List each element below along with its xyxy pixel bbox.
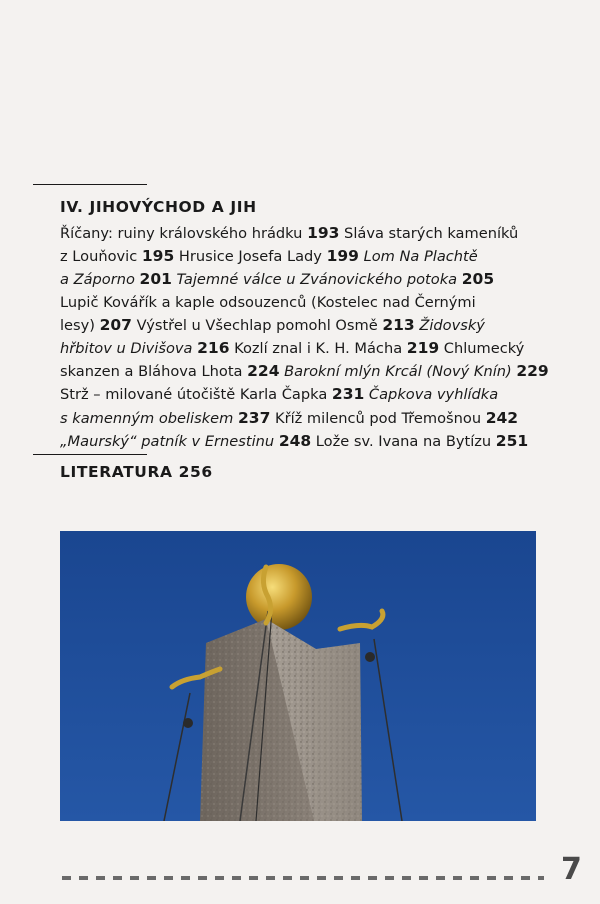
page-ref: 231 — [331, 385, 365, 404]
toc-line — [60, 337, 540, 360]
entry-text: Kříž milenců pod Třemošnou — [270, 409, 486, 427]
entry-text: Lože sv. Ivana na Bytízu — [311, 432, 496, 450]
entry-text: „Maurský“ patník v Ernestinu — [60, 432, 275, 450]
entry-text: Hrusice Josefa Lady — [174, 248, 327, 266]
entry-text: Výstřel u Všechlap pomohl Osmě — [131, 316, 383, 334]
entry-text: skanzen a Bláhova Lhota — [60, 363, 248, 381]
footer-dash-line — [62, 876, 544, 880]
page-ref: 242 — [485, 408, 519, 427]
toc-line — [60, 222, 540, 245]
page-ref: 248 — [278, 431, 312, 450]
section-title: IV. JIHOVÝCHOD A JIH — [60, 198, 257, 216]
photo-illustration — [60, 531, 536, 821]
entry-text: Lupič Kovářík a kaple odsouzenců (Kostelec nad Černými — [60, 293, 476, 311]
literature-entry: LITERATURA 256 — [60, 463, 213, 481]
entry-text: Barokní mlýn Krcál (Nový Knín) — [284, 363, 512, 381]
toc-entries — [60, 222, 549, 453]
section-rule-top — [33, 184, 147, 185]
page-number: 7 — [561, 852, 582, 887]
toc-line — [60, 383, 540, 406]
entry-text: Čapkova vyhlídka — [368, 386, 499, 404]
page-ref: 199 — [326, 247, 359, 266]
entry-text: Chlumecký — [439, 340, 525, 358]
entry-text: z Louňovic — [60, 248, 142, 266]
entry-text: Lom Na Plachtě — [363, 248, 478, 266]
page-ref: 224 — [247, 362, 280, 381]
page-ref: 213 — [382, 315, 415, 334]
entry-text: Sláva starých kameníků — [339, 225, 519, 242]
toc-line — [60, 407, 540, 430]
page-ref: 216 — [197, 339, 230, 358]
page-ref: 201 — [139, 270, 172, 289]
entry-text: Říčany: ruiny královského hrádku — [60, 225, 308, 242]
toc-line — [60, 292, 540, 314]
entry-text: Židovský — [419, 316, 485, 334]
section-rule-mid — [33, 454, 147, 455]
page-ref: 229 — [516, 362, 549, 381]
toc-line — [60, 245, 540, 268]
entry-text: Strž – milované útočiště Karla Čapka — [60, 386, 332, 404]
page-ref: 193 — [307, 224, 340, 242]
toc-section — [60, 196, 549, 453]
entry-text: a Záporno — [60, 271, 135, 289]
toc-line — [60, 360, 549, 383]
entry-text: lesy) — [60, 316, 100, 334]
obelisk-photo — [60, 531, 536, 821]
toc-line — [60, 430, 540, 453]
page-ref: 205 — [461, 270, 495, 289]
page-ref: 237 — [238, 408, 271, 427]
entry-text: s kamenným obeliskem — [60, 409, 234, 427]
entry-text: Tajemné válce u Zvánovického potoka — [176, 271, 458, 289]
entry-text: hřbitov u Divišova — [60, 340, 193, 358]
page-ref: 251 — [495, 431, 529, 450]
page-ref: 195 — [141, 247, 175, 266]
entry-text: Kozlí znal i K. H. Mácha — [229, 340, 407, 358]
page-ref: 219 — [406, 339, 440, 358]
toc-line — [60, 268, 540, 291]
toc-line — [60, 314, 540, 337]
page-ref: 207 — [99, 315, 132, 334]
